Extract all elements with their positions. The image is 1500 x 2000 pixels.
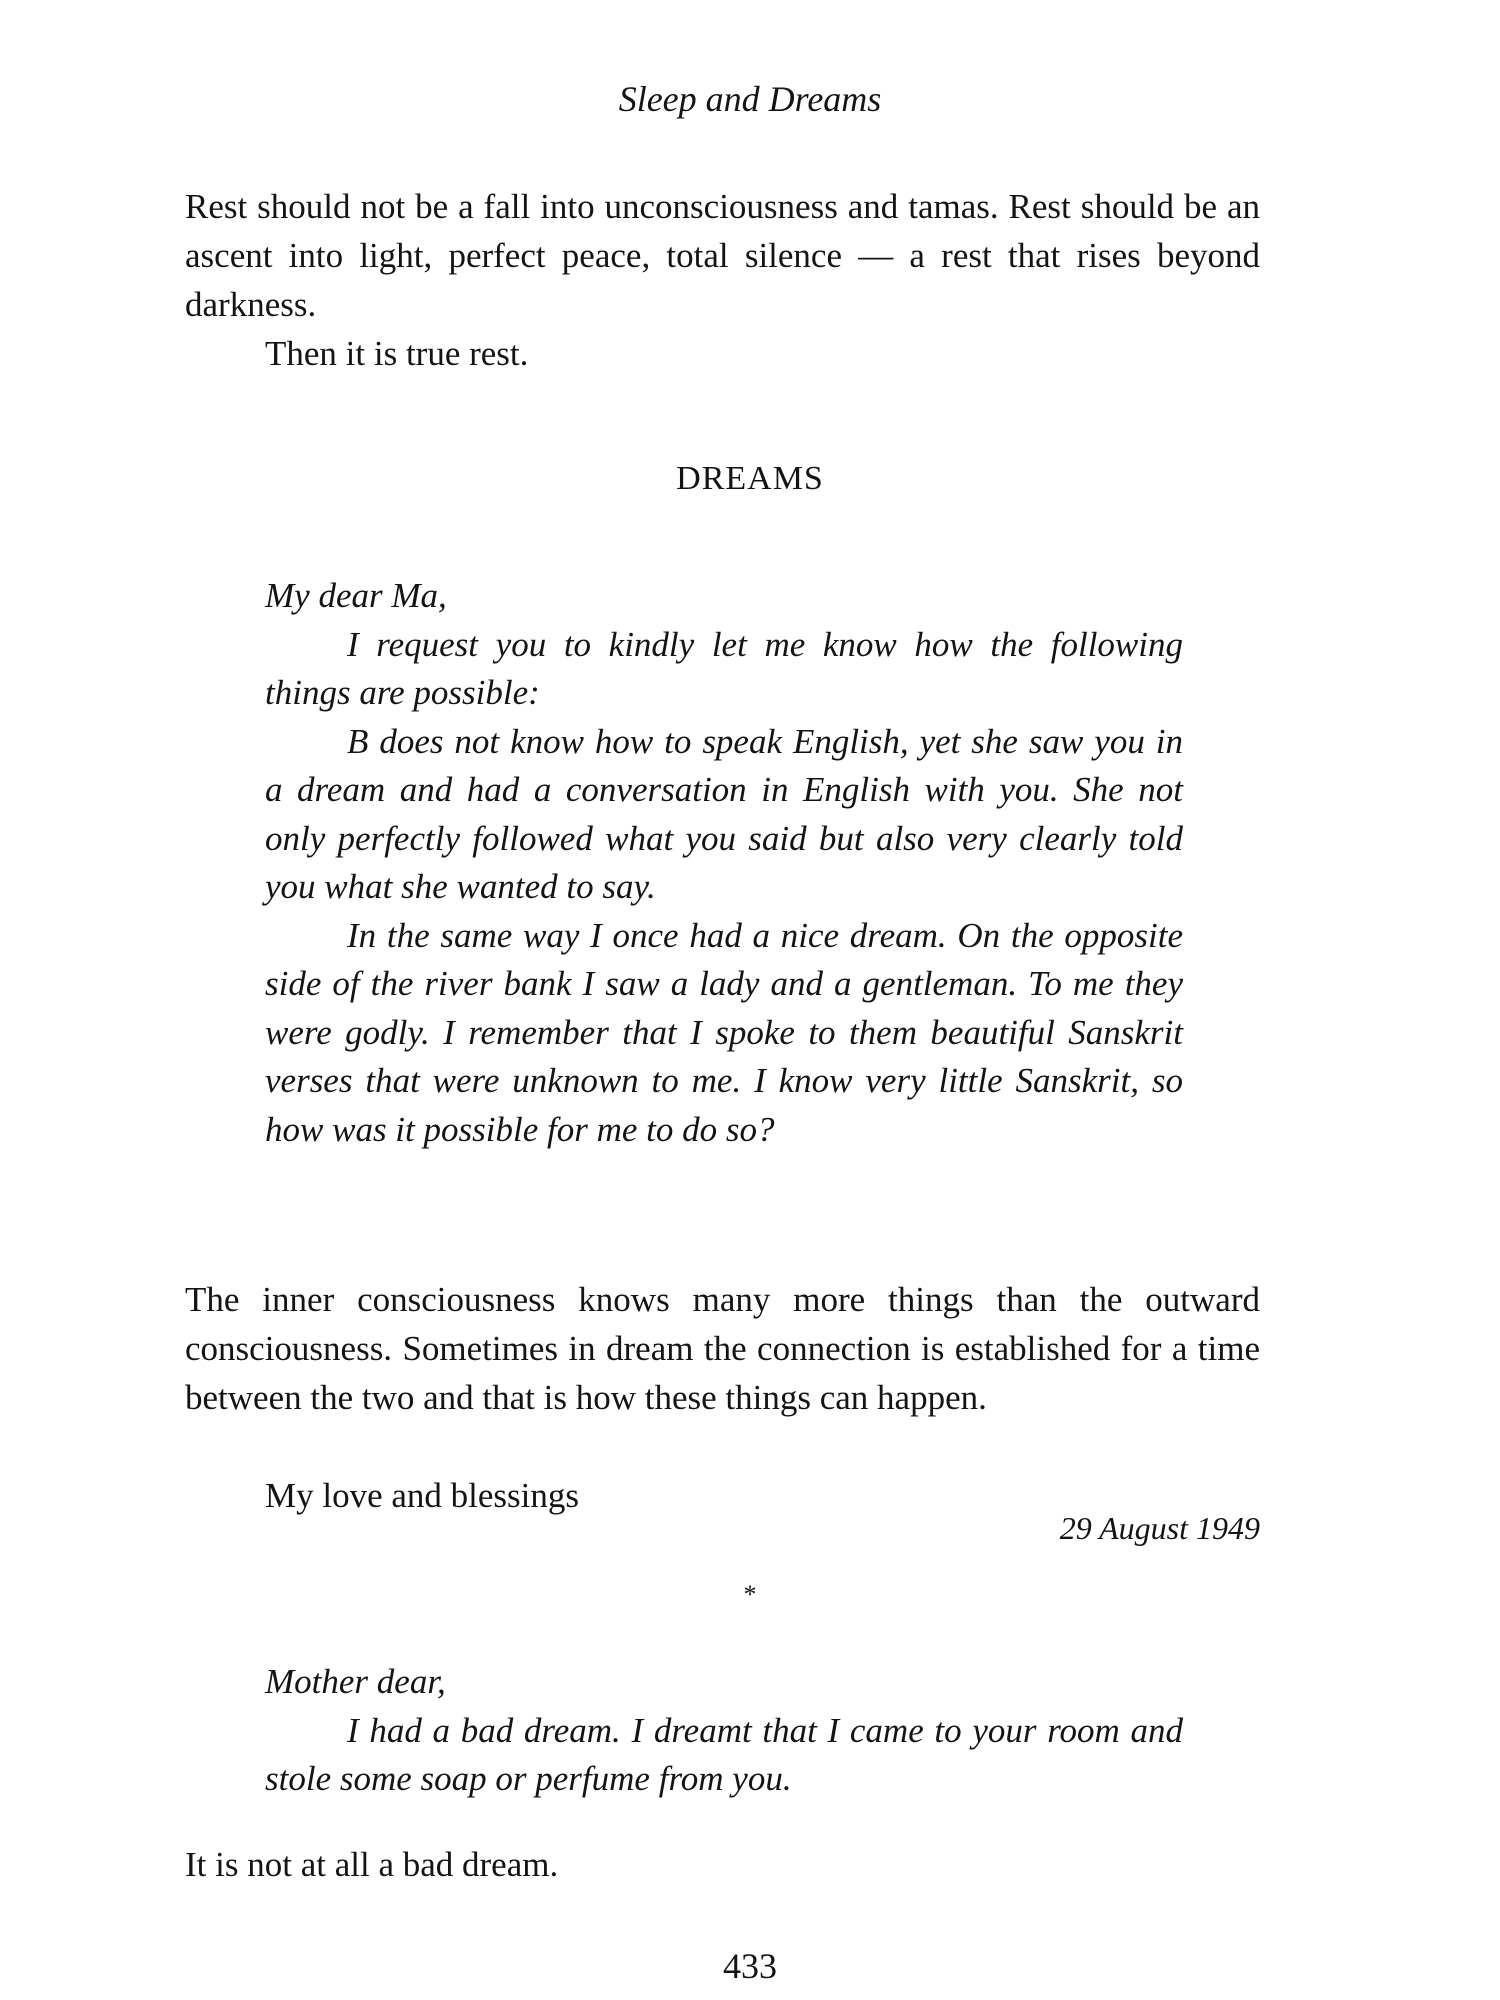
letter-date: 29 August 1949 bbox=[1059, 1510, 1260, 1546]
section-heading: DREAMS bbox=[676, 460, 824, 497]
letter-1-paragraph: B does not know how to speak English, yet she saw you in a dream and had a conversation in English with you. She not only perfectly followed what you said but also very clearly told you what she wanted to say. bbox=[265, 721, 1183, 906]
letter-1 bbox=[265, 572, 1183, 1154]
letter-2 bbox=[265, 1658, 1183, 1804]
reply-1-signoff: My love and blessings bbox=[265, 1476, 580, 1515]
section-separator: * bbox=[743, 1580, 757, 1609]
reply-2-paragraph: It is not at all a bad dream. bbox=[185, 1845, 559, 1884]
page-number: 433 bbox=[723, 1946, 777, 1986]
letter-2-salutation: Mother dear, bbox=[265, 1662, 446, 1701]
intro-paragraph: Rest should not be a fall into unconsciousness and tamas. Rest should be an ascent into light, perfect peace, total silence — a rest that rises beyond darkness. bbox=[185, 187, 1260, 324]
running-head: Sleep and Dreams bbox=[618, 79, 882, 119]
letter-1-salutation: My dear Ma, bbox=[265, 576, 447, 615]
reply-1-paragraph: The inner consciousness knows many more things than the outward consciousness. Sometimes in dream the connection is established for a time between the two and that is how these things can happen. bbox=[185, 1280, 1260, 1417]
intro-closing: Then it is true rest. bbox=[265, 334, 529, 373]
letter-1-paragraph: In the same way I once had a nice dream. On the opposite side of the river bank I saw a lady and a gentleman. To me they were godly. I remember that I spoke to them beautiful Sanskrit verses that were unknown to me. I know very little Sanskrit, so how was it possible for me to do so? bbox=[265, 915, 1183, 1149]
letter-1-paragraph: I request you to kindly let me know how the following things are possible: bbox=[265, 624, 1183, 712]
letter-2-paragraph: I had a bad dream. I dreamt that I came to your room and stole some soap or perfume from you. bbox=[265, 1710, 1183, 1798]
